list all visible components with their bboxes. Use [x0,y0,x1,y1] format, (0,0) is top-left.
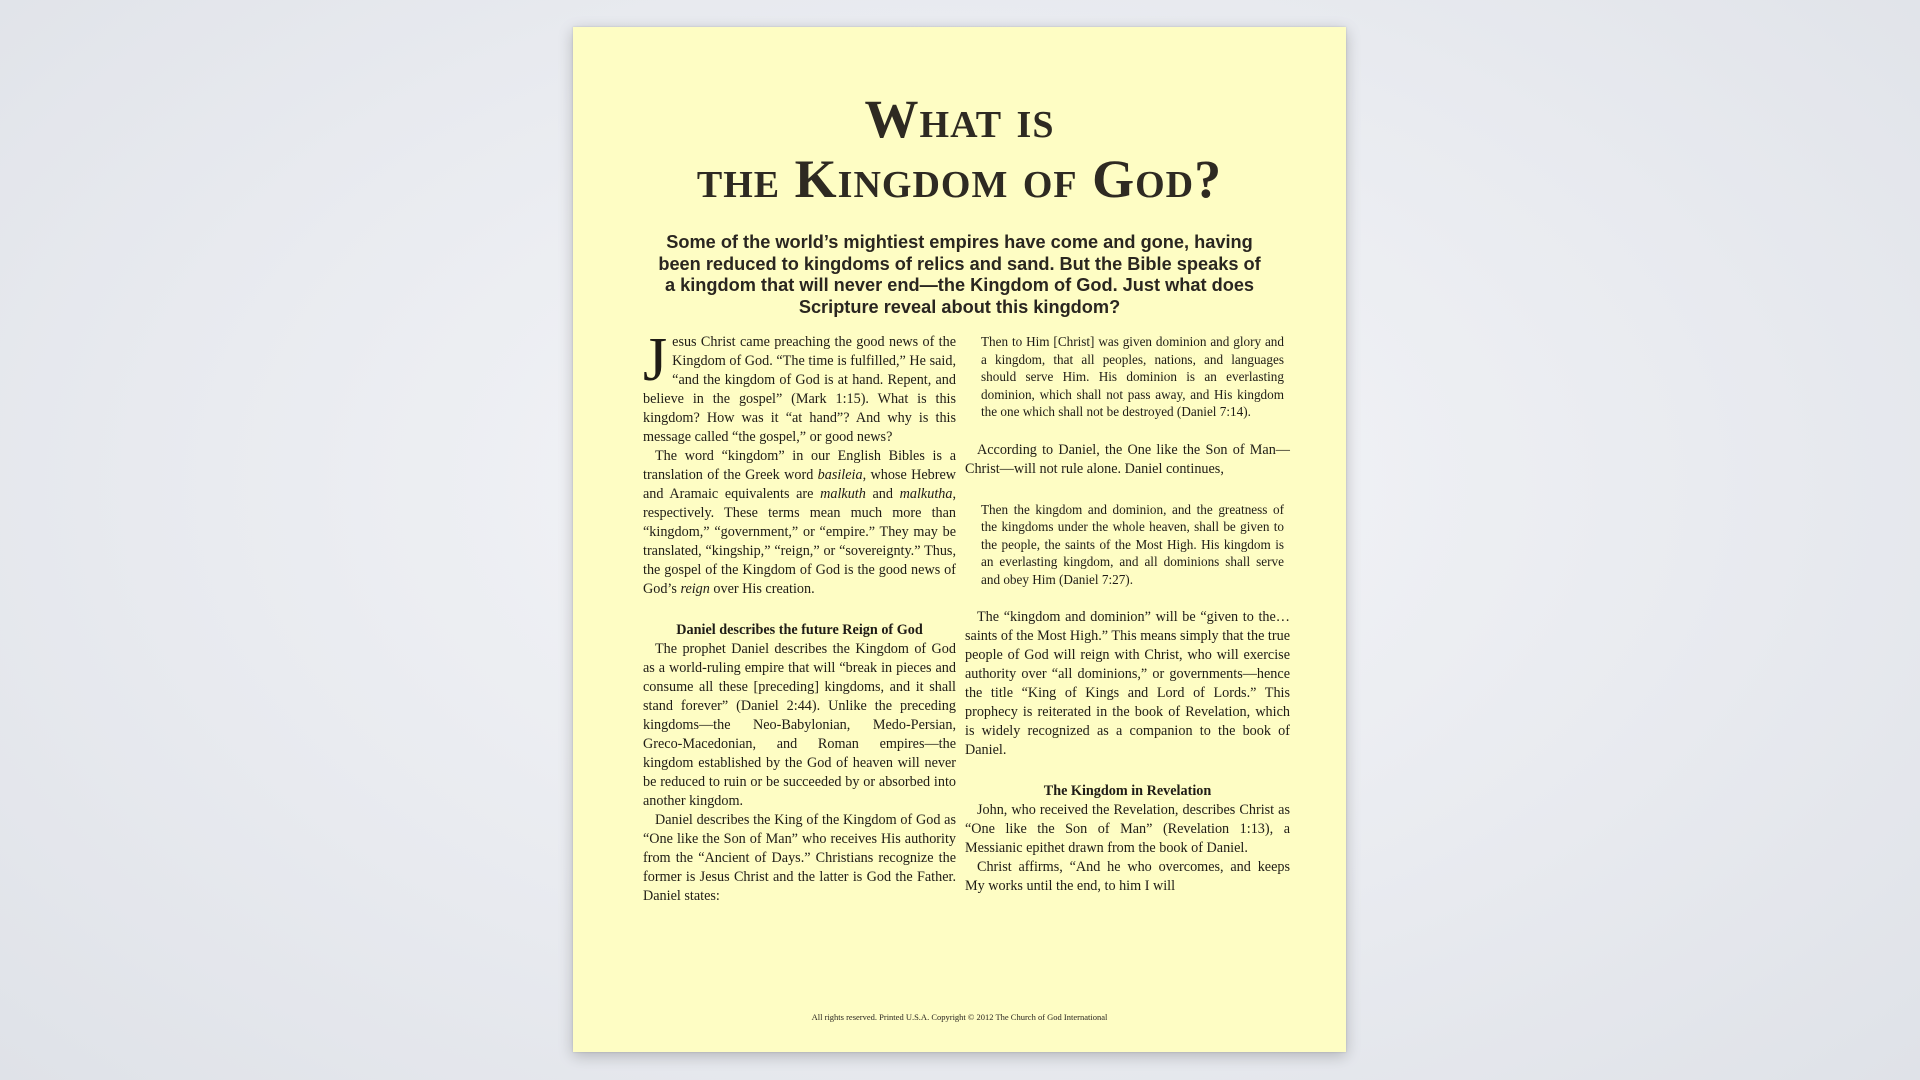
term-malkutha: malkutha [899,486,953,502]
copyright-footer: All rights reserved. Printed U.S.A. Copyright © 2012 The Church of God International [811,1012,1108,1022]
drop-cap: J [643,326,668,394]
text-run: and [865,486,900,502]
left-column [643,326,957,906]
quote-daniel-7-27: Then the kingdom and dominion, and the greatness of the kingdoms under the whole heaven, shall be given to the people, the saints of the Most High. His kingdom is an everlasting kingdom, and all dominions shall serve and obey Him (Daniel 7:27). [981,501,1284,587]
term-reign: reign [680,581,710,597]
term-malkuth: malkuth [820,486,866,502]
quote-daniel-7-14: Then to Him [Christ] was given dominion and glory and a kingdom, that all peoples, nations, and languages should serve Him. His dominion is an everlasting dominion, which shall not pass away, and His kingdom the one which shall not be destroyed (Daniel 7:14). [981,334,1284,419]
right-paragraph-2: The “kingdom and dominion” will be “given to the…saints of the Most High.” This means simply that the true people of God will reign with Christ, who will exercise authority over “all dominions,” or governments—hence the title “King of Kings and Lord of Lords.” This prophecy is reiterated in the book of Revelation, which is widely recognized as a companion to the book of Daniel. [965,609,1290,758]
right-paragraph-1: According to Daniel, the One like the Son of Man—Christ—will not rule alone. Daniel continues, [965,441,1290,477]
spacer [965,588,1290,608]
left-paragraph-3: The prophet Daniel describes the Kingdom of God as a world-ruling empire that will “break in pieces and consume all these [preceding] kingdoms, and it shall stand forever” (Daniel 2:44). Unlike the preceding kingdoms—the Neo-Babylonian, Medo-Persian, Greco-Macedonian, and Roman empires—the kingdom established by the God of heaven will never be reduced to ruin or be succeeded by or absorbed into another kingdom. [643,641,956,809]
subhead-revelation: The Kingdom in Revelation [1043,783,1212,799]
spacer [965,479,1290,501]
term-basileia: basileia [817,467,863,483]
title-line-2: the Kingdom of God? [696,149,1223,209]
intro-paragraph: Some of the world’s mightiest empires have come and gone, having been reduced to kingdoms of relics and sand. But the Bible speaks of a kingdom that will never end—the Kingdom of God. Just what does Scripture reveal about this kingdom? [658,232,1261,317]
subhead-daniel: Daniel describes the future Reign of God [676,622,923,638]
left-paragraph-4: Daniel describes the King of the Kingdom of God as “One like the Son of Man” who receives His authority from the “Ancient of Days.” Christians recognize the former is Jesus Christ and the latter is God the Father. Daniel states: [643,812,956,904]
right-column [965,333,1290,896]
text-run: The word “kingdom” in our English Bibles is a translation of the Greek word [643,448,956,483]
text-run: , respectively. These terms mean much more than “kingdom,” “government,” or “empire.” They may be translated, “kingship,” “reign,” or “sovereignty.” Thus, the gospel of the Kingdom of God is the good news of God’s [643,486,956,597]
page-title [573,89,1346,209]
left-paragraph-1 [643,326,956,447]
left-paragraph-1-text: esus Christ came preaching the good news of the Kingdom of God. “The time is fulfilled,” He said, “and the kingdom of God is at hand. Repent, and believe in the gospel” (Mark 1:15). What is this kingdom? How was it “at hand”? And why is this message called “the gospel,” or good news? [643,334,956,445]
left-paragraph-2 [643,447,956,599]
document-page [573,27,1346,1052]
text-run: , whose Hebrew and Aramaic equivalents are [643,467,957,502]
right-paragraph-3: John, who received the Revelation, describes Christ as “One like the Son of Man” (Revelation 1:13), a Messianic epithet drawn from the book of Daniel. [965,802,1290,856]
title-line-1: What is [864,89,1055,149]
text-run: over His creation. [709,581,815,597]
spacer [965,421,1290,441]
right-paragraph-4: Christ affirms, “And he who overcomes, and keeps My works until the end, to him I will [965,859,1290,894]
